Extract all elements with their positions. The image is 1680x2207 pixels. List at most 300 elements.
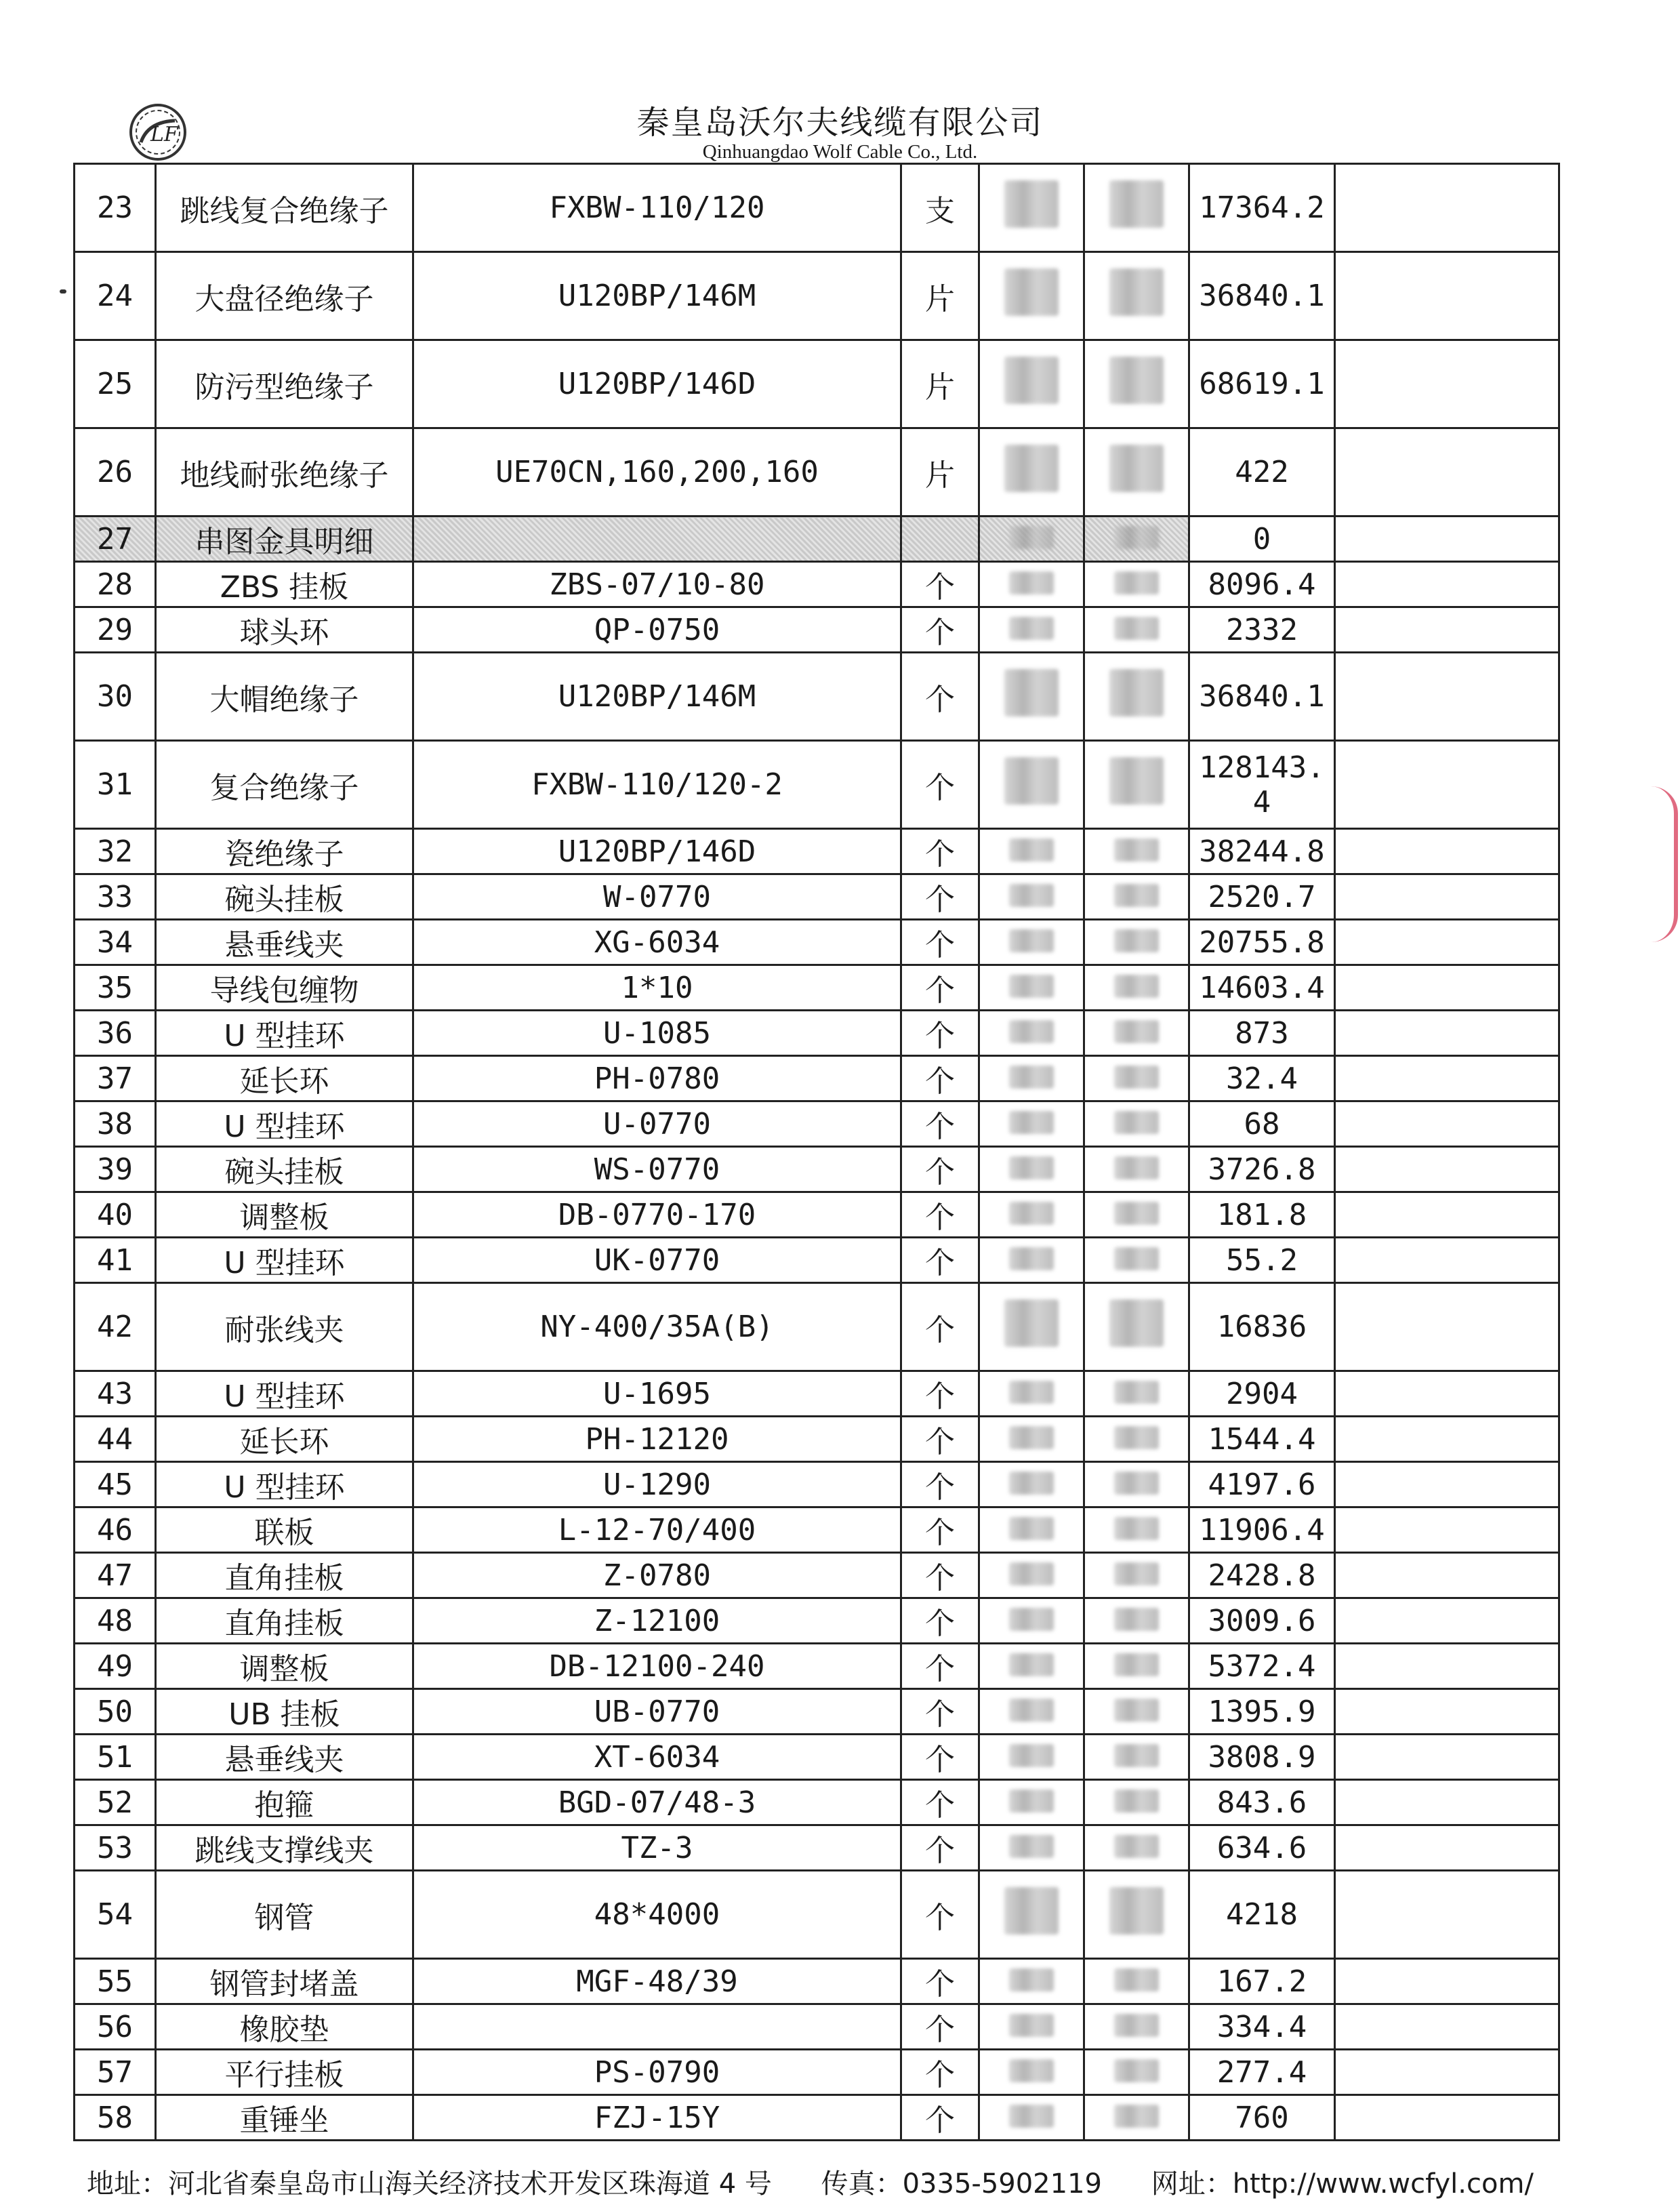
- redacted-unit-price: [1084, 1825, 1189, 1871]
- remarks-cell: [1335, 1644, 1559, 1689]
- redacted-unit-price: [1084, 1056, 1189, 1101]
- item-number: 42: [75, 1283, 156, 1371]
- redaction-blur: [1009, 1472, 1054, 1495]
- redacted-quantity: [979, 920, 1084, 965]
- item-name: ZBS 挂板: [156, 562, 413, 607]
- redacted-quantity: [979, 1871, 1084, 1959]
- redacted-unit-price: [1084, 428, 1189, 517]
- item-unit: 个: [901, 1283, 979, 1371]
- item-model: NY-400/35A(B): [413, 1283, 901, 1371]
- item-number: 34: [75, 920, 156, 965]
- table-row: [75, 2095, 1559, 2141]
- table-row: [75, 1598, 1559, 1644]
- item-model: FZJ-15Y: [413, 2095, 901, 2141]
- redaction-blur: [1114, 571, 1159, 594]
- redacted-unit-price: [1084, 1598, 1189, 1644]
- item-name: 球头环: [156, 607, 413, 653]
- table-row: [75, 965, 1559, 1011]
- redaction-blur: [1009, 2014, 1054, 2037]
- item-amount: 1544.4: [1189, 1417, 1335, 1462]
- redaction-blur: [1114, 2059, 1159, 2082]
- item-model: TZ-3: [413, 1825, 901, 1871]
- remarks-cell: [1335, 653, 1559, 741]
- redacted-unit-price: [1084, 1462, 1189, 1507]
- item-name: 碗头挂板: [156, 1147, 413, 1192]
- table-row: [75, 1011, 1559, 1056]
- redacted-quantity: [979, 1780, 1084, 1825]
- item-number: 23: [75, 164, 156, 252]
- remarks-cell: [1335, 1959, 1559, 2004]
- item-model: L-12-70/400: [413, 1507, 901, 1553]
- item-number: 27: [75, 517, 156, 562]
- item-amount: 68: [1189, 1101, 1335, 1147]
- item-amount: 4197.6: [1189, 1462, 1335, 1507]
- redaction-blur: [1114, 1789, 1159, 1813]
- item-name: 大盘径绝缘子: [156, 252, 413, 340]
- item-name: 跳线复合绝缘子: [156, 164, 413, 252]
- item-model: Z-12100: [413, 1598, 901, 1644]
- redaction-blur: [1009, 1653, 1054, 1676]
- table-row: [75, 2050, 1559, 2095]
- item-model: U120BP/146D: [413, 829, 901, 874]
- redaction-blur: [1114, 929, 1159, 952]
- item-name: 直角挂板: [156, 1598, 413, 1644]
- item-amount: 422: [1189, 428, 1335, 517]
- remarks-cell: [1335, 1056, 1559, 1101]
- redacted-unit-price: [1084, 1735, 1189, 1780]
- item-name: 悬垂线夹: [156, 920, 413, 965]
- redaction-blur: [1114, 1968, 1159, 1991]
- item-unit: 个: [901, 1101, 979, 1147]
- item-name: 跳线支撑线夹: [156, 1825, 413, 1871]
- item-amount: 11906.4: [1189, 1507, 1335, 1553]
- item-amount: 2904: [1189, 1371, 1335, 1417]
- redaction-blur: [1114, 884, 1159, 907]
- item-amount: 2428.8: [1189, 1553, 1335, 1598]
- table-row: [75, 829, 1559, 874]
- remarks-cell: [1335, 1553, 1559, 1598]
- redacted-unit-price: [1084, 252, 1189, 340]
- table-row: [75, 607, 1559, 653]
- table-row: [75, 653, 1559, 741]
- remarks-cell: [1335, 2050, 1559, 2095]
- redaction-blur: [1009, 2059, 1054, 2082]
- materials-table-wrap: [73, 163, 1558, 2207]
- item-amount: 0: [1189, 517, 1335, 562]
- redaction-blur: [1009, 1699, 1054, 1722]
- redacted-unit-price: [1084, 1959, 1189, 2004]
- item-amount: 3009.6: [1189, 1598, 1335, 1644]
- item-number: 28: [75, 562, 156, 607]
- item-number: 38: [75, 1101, 156, 1147]
- table-row: [75, 741, 1559, 829]
- item-number: 55: [75, 1959, 156, 2004]
- remarks-cell: [1335, 1871, 1559, 1959]
- redacted-quantity: [979, 2050, 1084, 2095]
- table-row: [75, 1417, 1559, 1462]
- table-row: [75, 1553, 1559, 1598]
- item-name: 耐张线夹: [156, 1283, 413, 1371]
- redaction-blur: [1114, 1835, 1159, 1858]
- table-row: [75, 252, 1559, 340]
- remarks-cell: [1335, 829, 1559, 874]
- item-amount: 334.4: [1189, 2004, 1335, 2050]
- item-name: 大帽绝缘子: [156, 653, 413, 741]
- item-amount: 4218: [1189, 1871, 1335, 1959]
- item-number: 53: [75, 1825, 156, 1871]
- remarks-cell: [1335, 1689, 1559, 1735]
- item-unit: 个: [901, 1238, 979, 1283]
- remarks-cell: [1335, 562, 1559, 607]
- redaction-blur: [1114, 1066, 1159, 1089]
- remarks-cell: [1335, 1283, 1559, 1371]
- redacted-quantity: [979, 1553, 1084, 1598]
- remarks-cell: [1335, 1598, 1559, 1644]
- table-row: [75, 1147, 1559, 1192]
- item-amount: 68619.1: [1189, 340, 1335, 428]
- redacted-unit-price: [1084, 965, 1189, 1011]
- redacted-unit-price: [1084, 517, 1189, 562]
- item-name: 导线包缠物: [156, 965, 413, 1011]
- redacted-unit-price: [1084, 1238, 1189, 1283]
- item-unit: 个: [901, 1553, 979, 1598]
- item-number: 36: [75, 1011, 156, 1056]
- item-unit: 个: [901, 1011, 979, 1056]
- redaction-blur: [1114, 1472, 1159, 1495]
- redaction-blur: [1004, 1887, 1059, 1935]
- redaction-blur: [1004, 180, 1059, 228]
- item-name: 碗头挂板: [156, 874, 413, 920]
- item-model: XT-6034: [413, 1735, 901, 1780]
- item-unit: 个: [901, 1192, 979, 1238]
- redacted-unit-price: [1084, 1192, 1189, 1238]
- redacted-quantity: [979, 1735, 1084, 1780]
- item-amount: 2332: [1189, 607, 1335, 653]
- table-row: [75, 517, 1559, 562]
- item-model: U120BP/146M: [413, 252, 901, 340]
- table-row: [75, 1825, 1559, 1871]
- table-row: [75, 1371, 1559, 1417]
- item-unit: 个: [901, 607, 979, 653]
- redaction-blur: [1009, 838, 1054, 862]
- item-number: 33: [75, 874, 156, 920]
- redaction-blur: [1114, 1608, 1159, 1631]
- redaction-blur: [1114, 1020, 1159, 1043]
- remarks-cell: [1335, 1825, 1559, 1871]
- item-amount: 36840.1: [1189, 252, 1335, 340]
- redacted-unit-price: [1084, 1780, 1189, 1825]
- item-unit: 支: [901, 164, 979, 252]
- redaction-blur: [1009, 571, 1054, 594]
- item-name: 悬垂线夹: [156, 1735, 413, 1780]
- redacted-quantity: [979, 1417, 1084, 1462]
- item-amount: 3808.9: [1189, 1735, 1335, 1780]
- item-number: 29: [75, 607, 156, 653]
- table-row: [75, 2004, 1559, 2050]
- redaction-blur: [1109, 1887, 1164, 1935]
- item-number: 45: [75, 1462, 156, 1507]
- item-number: 25: [75, 340, 156, 428]
- item-amount: 14603.4: [1189, 965, 1335, 1011]
- company-name-en: Qinhuangdao Wolf Cable Co., Ltd.: [702, 141, 978, 163]
- item-name: U 型挂环: [156, 1462, 413, 1507]
- redaction-blur: [1114, 1381, 1159, 1404]
- table-row: [75, 1101, 1559, 1147]
- item-number: 40: [75, 1192, 156, 1238]
- remarks-cell: [1335, 1238, 1559, 1283]
- item-number: 58: [75, 2095, 156, 2141]
- remarks-cell: [1335, 1147, 1559, 1192]
- item-number: 47: [75, 1553, 156, 1598]
- redaction-blur: [1009, 929, 1054, 952]
- remarks-cell: [1335, 2004, 1559, 2050]
- redacted-unit-price: [1084, 874, 1189, 920]
- item-number: 24: [75, 252, 156, 340]
- redaction-blur: [1109, 757, 1164, 805]
- table-row: [75, 874, 1559, 920]
- item-unit: 个: [901, 874, 979, 920]
- item-model: DB-12100-240: [413, 1644, 901, 1689]
- item-amount: 128143. 4: [1189, 741, 1335, 829]
- footer: [87, 2162, 1574, 2201]
- redacted-quantity: [979, 829, 1084, 874]
- redaction-blur: [1009, 884, 1054, 907]
- redaction-blur: [1004, 445, 1059, 492]
- redacted-unit-price: [1084, 340, 1189, 428]
- redaction-blur: [1009, 617, 1054, 640]
- remarks-cell: [1335, 517, 1559, 562]
- redacted-quantity: [979, 1283, 1084, 1371]
- item-amount: 873: [1189, 1011, 1335, 1056]
- item-model: U120BP/146D: [413, 340, 901, 428]
- redacted-quantity: [979, 1011, 1084, 1056]
- redaction-blur: [1004, 357, 1059, 404]
- item-model: MGF-48/39: [413, 1959, 901, 2004]
- item-model: UB-0770: [413, 1689, 901, 1735]
- item-unit: 个: [901, 1735, 979, 1780]
- table-row: [75, 1507, 1559, 1553]
- remarks-cell: [1335, 1735, 1559, 1780]
- table-body: [75, 164, 1559, 2141]
- redacted-unit-price: [1084, 1283, 1189, 1371]
- table-row: [75, 1959, 1559, 2004]
- item-number: 49: [75, 1644, 156, 1689]
- item-unit: 片: [901, 428, 979, 517]
- redacted-quantity: [979, 517, 1084, 562]
- item-model: 1*10: [413, 965, 901, 1011]
- item-amount: 55.2: [1189, 1238, 1335, 1283]
- item-unit: 个: [901, 1371, 979, 1417]
- redacted-unit-price: [1084, 1101, 1189, 1147]
- item-name: 橡胶垫: [156, 2004, 413, 2050]
- redacted-unit-price: [1084, 164, 1189, 252]
- item-number: 56: [75, 2004, 156, 2050]
- remarks-cell: [1335, 164, 1559, 252]
- item-unit: 个: [901, 1462, 979, 1507]
- item-amount: 181.8: [1189, 1192, 1335, 1238]
- item-number: 50: [75, 1689, 156, 1735]
- redacted-unit-price: [1084, 2004, 1189, 2050]
- item-model: UE70CN,160,200,160: [413, 428, 901, 517]
- redacted-unit-price: [1084, 1417, 1189, 1462]
- item-unit: 个: [901, 1825, 979, 1871]
- footer-address: 地址：河北省秦皇岛市山海关经济技术开发区珠海道 4 号: [87, 2168, 772, 2200]
- redaction-blur: [1004, 669, 1059, 716]
- table-row: [75, 1283, 1559, 1371]
- redaction-blur: [1114, 1517, 1159, 1540]
- item-name: 复合绝缘子: [156, 741, 413, 829]
- redaction-blur: [1004, 1299, 1059, 1347]
- item-unit: 个: [901, 1644, 979, 1689]
- table-row: [75, 1871, 1559, 1959]
- item-name: 抱箍: [156, 1780, 413, 1825]
- item-unit: 个: [901, 2095, 979, 2141]
- item-number: 51: [75, 1735, 156, 1780]
- item-amount: 8096.4: [1189, 562, 1335, 607]
- redaction-blur: [1009, 526, 1054, 549]
- item-name: U 型挂环: [156, 1371, 413, 1417]
- item-amount: 38244.8: [1189, 829, 1335, 874]
- remarks-cell: [1335, 1192, 1559, 1238]
- item-model: 48*4000: [413, 1871, 901, 1959]
- item-unit: 个: [901, 1871, 979, 1959]
- item-unit: 个: [901, 1056, 979, 1101]
- item-name: 平行挂板: [156, 2050, 413, 2095]
- redacted-unit-price: [1084, 1871, 1189, 1959]
- remarks-cell: [1335, 1371, 1559, 1417]
- remarks-cell: [1335, 1507, 1559, 1553]
- redaction-blur: [1009, 1111, 1054, 1134]
- item-unit: 个: [901, 2004, 979, 2050]
- item-amount: 167.2: [1189, 1959, 1335, 2004]
- item-unit: 个: [901, 1147, 979, 1192]
- table-row: [75, 1644, 1559, 1689]
- item-number: 52: [75, 1780, 156, 1825]
- item-amount: 843.6: [1189, 1780, 1335, 1825]
- redacted-quantity: [979, 1147, 1084, 1192]
- redacted-unit-price: [1084, 1011, 1189, 1056]
- remarks-cell: [1335, 1101, 1559, 1147]
- item-amount: 5372.4: [1189, 1644, 1335, 1689]
- remarks-cell: [1335, 1780, 1559, 1825]
- remarks-cell: [1335, 2095, 1559, 2141]
- item-amount: 16836: [1189, 1283, 1335, 1371]
- table-row: [75, 1462, 1559, 1507]
- redacted-quantity: [979, 1959, 1084, 2004]
- item-model: PH-0780: [413, 1056, 901, 1101]
- redaction-blur: [1109, 180, 1164, 228]
- item-name: 调整板: [156, 1644, 413, 1689]
- redacted-quantity: [979, 1101, 1084, 1147]
- item-number: 43: [75, 1371, 156, 1417]
- item-amount: 277.4: [1189, 2050, 1335, 2095]
- redacted-quantity: [979, 252, 1084, 340]
- item-unit: 片: [901, 252, 979, 340]
- redacted-unit-price: [1084, 607, 1189, 653]
- item-number: 54: [75, 1871, 156, 1959]
- item-unit: 片: [901, 340, 979, 428]
- item-number: 37: [75, 1056, 156, 1101]
- redacted-quantity: [979, 1462, 1084, 1507]
- redacted-quantity: [979, 874, 1084, 920]
- redacted-unit-price: [1084, 1507, 1189, 1553]
- item-amount: 36840.1: [1189, 653, 1335, 741]
- redacted-quantity: [979, 1598, 1084, 1644]
- redaction-blur: [1004, 268, 1059, 316]
- item-model: QP-0750: [413, 607, 901, 653]
- redaction-blur: [1009, 1517, 1054, 1540]
- item-number: 39: [75, 1147, 156, 1192]
- table-row: [75, 428, 1559, 517]
- redaction-blur: [1009, 1066, 1054, 1089]
- item-unit: 个: [901, 1689, 979, 1735]
- redacted-unit-price: [1084, 829, 1189, 874]
- redacted-quantity: [979, 2095, 1084, 2141]
- remarks-cell: [1335, 1462, 1559, 1507]
- redacted-unit-price: [1084, 653, 1189, 741]
- redaction-blur: [1109, 669, 1164, 716]
- item-unit: 个: [901, 653, 979, 741]
- redaction-blur: [1009, 2105, 1054, 2128]
- redacted-quantity: [979, 2004, 1084, 2050]
- table-row: [75, 1056, 1559, 1101]
- redaction-blur: [1114, 1156, 1159, 1179]
- remarks-cell: [1335, 340, 1559, 428]
- redacted-quantity: [979, 653, 1084, 741]
- item-model: U-1695: [413, 1371, 901, 1417]
- item-unit: 个: [901, 920, 979, 965]
- item-amount: 1395.9: [1189, 1689, 1335, 1735]
- company-name-cn: 秦皇岛沃尔夫线缆有限公司: [636, 104, 1044, 142]
- letterhead: [0, 0, 1680, 169]
- item-amount: 20755.8: [1189, 920, 1335, 965]
- item-model: XG-6034: [413, 920, 901, 965]
- table-row: [75, 1780, 1559, 1825]
- table-row: [75, 562, 1559, 607]
- item-number: 44: [75, 1417, 156, 1462]
- redaction-blur: [1114, 617, 1159, 640]
- item-model: ZBS-07/10-80: [413, 562, 901, 607]
- redaction-blur: [1009, 1744, 1054, 1767]
- item-number: 41: [75, 1238, 156, 1283]
- redaction-blur: [1114, 1202, 1159, 1225]
- redacted-quantity: [979, 1825, 1084, 1871]
- redacted-quantity: [979, 164, 1084, 252]
- item-unit: 个: [901, 829, 979, 874]
- item-unit: 个: [901, 1959, 979, 2004]
- item-model: U120BP/146M: [413, 653, 901, 741]
- item-model: [413, 2004, 901, 2050]
- redaction-blur: [1009, 1608, 1054, 1631]
- item-number: 32: [75, 829, 156, 874]
- item-number: 35: [75, 965, 156, 1011]
- item-model: WS-0770: [413, 1147, 901, 1192]
- item-model: U-1290: [413, 1462, 901, 1507]
- redaction-blur: [1114, 1562, 1159, 1585]
- redaction-blur: [1114, 1653, 1159, 1676]
- item-amount: 17364.2: [1189, 164, 1335, 252]
- redacted-unit-price: [1084, 1147, 1189, 1192]
- item-name: 瓷绝缘子: [156, 829, 413, 874]
- redaction-blur: [1114, 1426, 1159, 1449]
- table-row: [75, 164, 1559, 252]
- redaction-blur: [1009, 1202, 1054, 1225]
- redacted-quantity: [979, 1507, 1084, 1553]
- remarks-cell: [1335, 874, 1559, 920]
- item-name: U 型挂环: [156, 1101, 413, 1147]
- redaction-blur: [1009, 1020, 1054, 1043]
- redaction-blur: [1009, 1968, 1054, 1991]
